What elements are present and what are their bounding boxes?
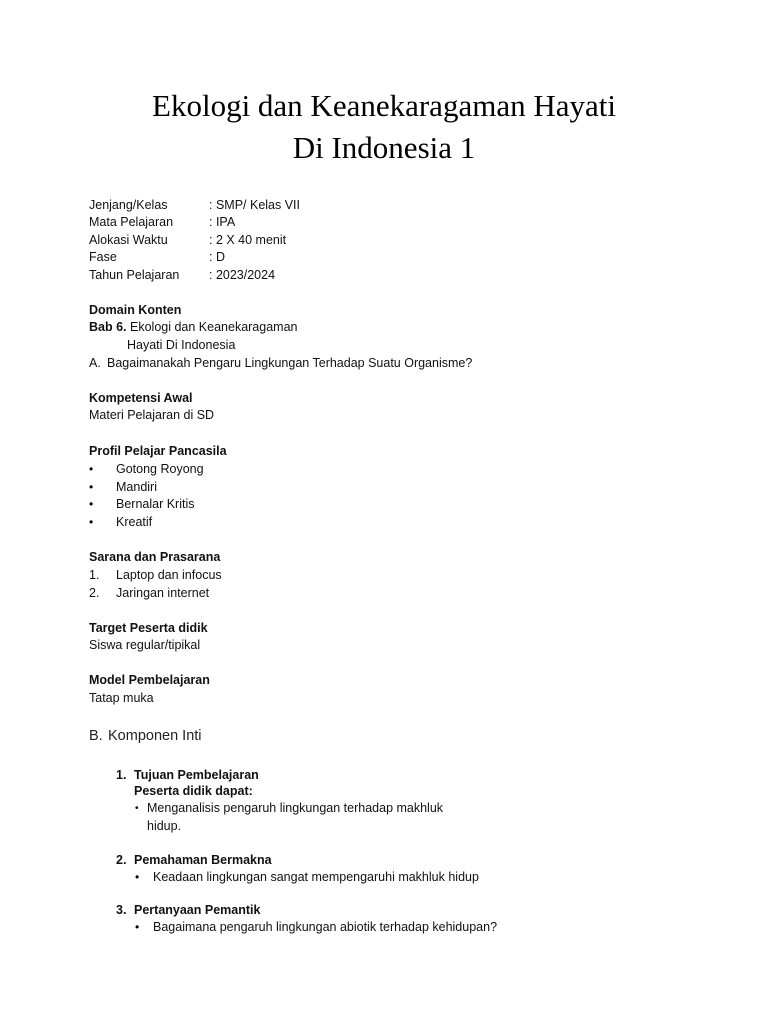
tujuan-item-line-1: Menganalisis pengaruh lingkungan terhadap makhluk <box>147 801 444 815</box>
komponen-inti-heading: Komponen Inti <box>108 728 202 744</box>
bullet-icon: • <box>135 870 140 884</box>
profil-item: Mandiri <box>116 480 157 494</box>
bullet-icon: • <box>89 515 94 529</box>
model-text: Tatap muka <box>89 691 154 705</box>
kompetensi-awal-text: Materi Pelajaran di SD <box>89 408 215 422</box>
inti-number: 2. <box>116 853 127 867</box>
info-value-jenjang: : SMP/ Kelas VII <box>209 198 301 212</box>
item-a-marker: A. <box>89 356 101 370</box>
bab-prefix: Bab 6. <box>89 320 127 334</box>
sarana-number: 1. <box>89 568 100 582</box>
info-label-tahun: Tahun Pelajaran <box>89 268 180 282</box>
info-value-fase: : D <box>209 250 225 264</box>
target-text: Siswa regular/tipikal <box>89 638 201 652</box>
document-title-line-2: Di Indonesia 1 <box>292 130 476 165</box>
item-a-text: Bagaimanakah Pengaru Lingkungan Terhadap Suatu Organisme? <box>107 356 473 370</box>
pemantik-heading: Pertanyaan Pemantik <box>134 903 261 917</box>
tujuan-heading: Tujuan Pembelajaran <box>134 768 259 782</box>
komponen-marker: B. <box>89 728 103 744</box>
info-value-tahun: : 2023/2024 <box>209 268 276 282</box>
profil-item: Kreatif <box>116 515 153 529</box>
model-heading: Model Pembelajaran <box>89 673 210 687</box>
bab-title: Ekologi dan Keanekaragaman <box>130 320 298 334</box>
bullet-icon: • <box>89 480 94 494</box>
bullet-icon: • <box>89 497 94 511</box>
info-value-mapel: : IPA <box>209 215 236 229</box>
sarana-number: 2. <box>89 586 100 600</box>
sarana-item: Jaringan internet <box>116 586 210 600</box>
sarana-item: Laptop dan infocus <box>116 568 222 582</box>
tujuan-subheading: Peserta didik dapat: <box>134 784 253 798</box>
target-heading: Target Peserta didik <box>89 621 208 635</box>
domain-konten-heading: Domain Konten <box>89 303 182 317</box>
info-label-mapel: Mata Pelajaran <box>89 215 174 229</box>
kompetensi-awal-heading: Kompetensi Awal <box>89 391 193 405</box>
bullet-icon: • <box>89 462 94 476</box>
document-title-line-1: Ekologi dan Keanekaragaman Hayati <box>152 88 616 123</box>
bullet-icon: • <box>135 920 140 934</box>
tujuan-item-line-2: hidup. <box>147 819 182 833</box>
profil-item: Bernalar Kritis <box>116 497 195 511</box>
profil-item: Gotong Royong <box>116 462 204 476</box>
bab-title-continued: Hayati Di Indonesia <box>127 338 236 352</box>
profil-heading: Profil Pelajar Pancasila <box>89 444 227 458</box>
pemahaman-item: Keadaan lingkungan sangat mempengaruhi makhluk hidup <box>153 870 479 884</box>
info-value-alokasi: : 2 X 40 menit <box>209 233 287 247</box>
info-label-jenjang: Jenjang/Kelas <box>89 198 168 212</box>
pemahaman-heading: Pemahaman Bermakna <box>134 853 272 867</box>
inti-number: 3. <box>116 903 127 917</box>
bullet-icon: • <box>135 803 139 814</box>
info-label-fase: Fase <box>89 250 117 264</box>
pemantik-item: Bagaimana pengaruh lingkungan abiotik terhadap kehidupan? <box>153 920 498 934</box>
sarana-heading: Sarana dan Prasarana <box>89 550 221 564</box>
info-label-alokasi: Alokasi Waktu <box>89 233 168 247</box>
inti-number: 1. <box>116 768 127 782</box>
domain-bab-line <box>89 319 297 336</box>
